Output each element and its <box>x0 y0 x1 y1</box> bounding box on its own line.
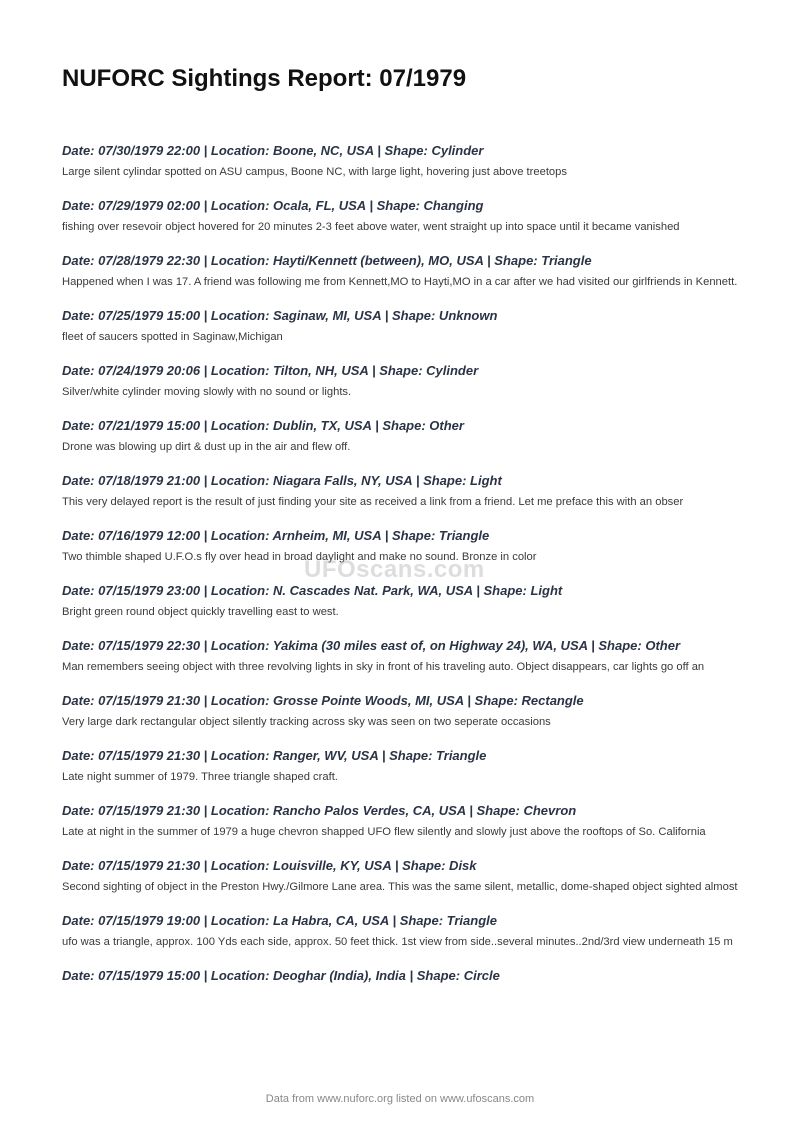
list-item <box>62 912 742 951</box>
entry-description: ufo was a triangle, approx. 100 Yds each side, approx. 50 feet thick. 1st view from side..several minutes..2nd/3rd view underneath 15 m <box>62 936 733 948</box>
entry-header: Date: 07/28/1979 22:30 | Location: Hayti/Kennett (between), MO, USA | Shape: Triangle <box>62 253 592 268</box>
list-item <box>62 692 742 731</box>
entry-description: fleet of saucers spotted in Saginaw,Michigan <box>62 331 283 343</box>
entry-description: Late at night in the summer of 1979 a huge chevron shapped UFO flew silently and slowly just above the rooftops of So. California <box>62 826 706 838</box>
list-item <box>62 252 742 291</box>
list-item <box>62 307 742 346</box>
entry-description: Man remembers seeing object with three revolving lights in sky in front of his traveling auto. Object disappears, car lights go off an <box>62 661 705 673</box>
entry-description: fishing over resevoir object hovered for 20 minutes 2-3 feet above water, went straight up into space until it became vanished <box>62 221 680 233</box>
footer-credit: Data from www.nuforc.org listed on www.ufoscans.com <box>265 1093 535 1105</box>
entry-header: Date: 07/15/1979 21:30 | Location: Louisville, KY, USA | Shape: Disk <box>62 858 477 873</box>
entry-header: Date: 07/25/1979 15:00 | Location: Saginaw, MI, USA | Shape: Unknown <box>62 308 498 323</box>
entry-header: Date: 07/15/1979 15:00 | Location: Deoghar (India), India | Shape: Circle <box>62 968 500 983</box>
entry-description: Silver/white cylinder moving slowly with no sound or lights. <box>62 386 352 398</box>
entry-header: Date: 07/29/1979 02:00 | Location: Ocala, FL, USA | Shape: Changing <box>62 198 484 213</box>
entry-description: This very delayed report is the result of just finding your site as received a link from a friend. Let me preface this with an obser <box>62 496 684 508</box>
entry-header: Date: 07/15/1979 23:00 | Location: N. Cascades Nat. Park, WA, USA | Shape: Light <box>62 583 563 598</box>
list-item <box>62 857 742 896</box>
page-title: NUFORC Sightings Report: 07/1979 <box>62 65 467 92</box>
list-item <box>62 417 742 456</box>
entry-header: Date: 07/15/1979 21:30 | Location: Grosse Pointe Woods, MI, USA | Shape: Rectangle <box>62 693 584 708</box>
entry-description: Second sighting of object in the Preston Hwy./Gilmore Lane area. This was the same silent, metallic, dome-shaped object sighted almost <box>62 881 738 893</box>
list-item <box>62 582 742 621</box>
entry-header: Date: 07/18/1979 21:00 | Location: Niagara Falls, NY, USA | Shape: Light <box>62 473 502 488</box>
list-item <box>62 802 742 841</box>
list-item <box>62 747 742 786</box>
entry-description: Two thimble shaped U.F.O.s fly over head in broad daylight and make no sound. Bronze in color <box>62 551 537 563</box>
entry-header: Date: 07/15/1979 21:30 | Location: Ranger, WV, USA | Shape: Triangle <box>62 748 487 763</box>
entry-description: Drone was blowing up dirt & dust up in the air and flew off. <box>62 441 351 453</box>
entry-description: Late night summer of 1979. Three triangle shaped craft. <box>62 771 338 783</box>
watermark: UFOscans.com <box>304 556 485 583</box>
entry-header: Date: 07/30/1979 22:00 | Location: Boone, NC, USA | Shape: Cylinder <box>62 143 484 158</box>
entry-description: Very large dark rectangular object silently tracking across sky was seen on two seperate occasions <box>62 716 551 728</box>
list-item <box>62 142 742 181</box>
entry-header: Date: 07/15/1979 19:00 | Location: La Habra, CA, USA | Shape: Triangle <box>62 913 497 928</box>
sightings-list <box>62 142 742 1001</box>
list-item <box>62 362 742 401</box>
entry-header: Date: 07/24/1979 20:06 | Location: Tilton, NH, USA | Shape: Cylinder <box>62 363 479 378</box>
list-item <box>62 967 742 985</box>
entry-header: Date: 07/15/1979 21:30 | Location: Rancho Palos Verdes, CA, USA | Shape: Chevron <box>62 803 577 818</box>
entry-description: Bright green round object quickly travelling east to west. <box>62 606 339 618</box>
entry-header: Date: 07/16/1979 12:00 | Location: Arnheim, MI, USA | Shape: Triangle <box>62 528 490 543</box>
list-item <box>62 197 742 236</box>
list-item <box>62 637 742 676</box>
entry-description: Happened when I was 17. A friend was following me from Kennett,MO to Hayti,MO in a car after we had visited our girlfriends in Kennett. <box>62 276 738 288</box>
list-item <box>62 472 742 511</box>
list-item <box>62 527 742 566</box>
entry-header: Date: 07/21/1979 15:00 | Location: Dublin, TX, USA | Shape: Other <box>62 418 464 433</box>
entry-header: Date: 07/15/1979 22:30 | Location: Yakima (30 miles east of, on Highway 24), WA, USA | Shape: Other <box>62 638 681 653</box>
entry-description: Large silent cylindar spotted on ASU campus, Boone NC, with large light, hovering just above treetops <box>62 166 567 178</box>
